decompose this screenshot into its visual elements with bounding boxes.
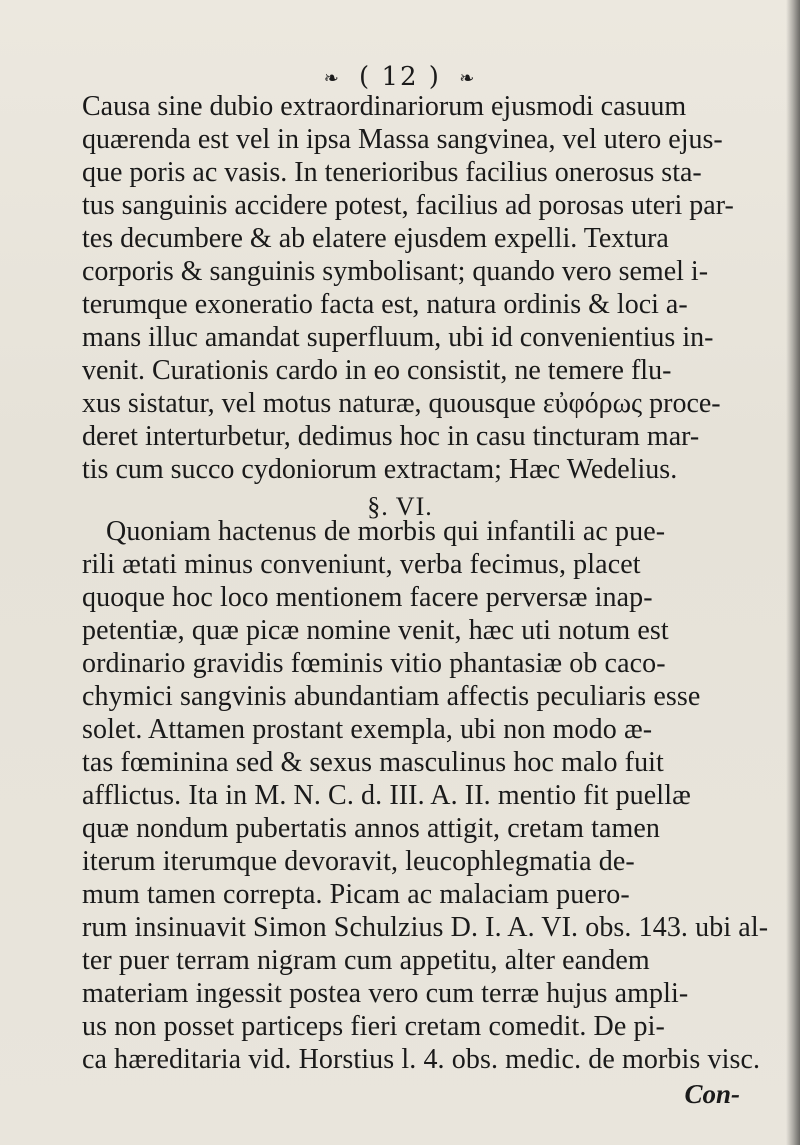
text-line: deret interturbetur, dedimus hoc in casu tincturam mar- bbox=[82, 421, 700, 452]
text-line: xus sistatur, vel motus naturæ, quousque εὐφόρως proce- bbox=[82, 388, 721, 419]
page-header bbox=[0, 62, 800, 92]
text-line: mum tamen correpta. Picam ac malaciam puero- bbox=[82, 879, 630, 910]
text-line: materiam ingessit postea vero cum terræ hujus ampli- bbox=[82, 978, 689, 1009]
text-line: solet. Attamen prostant exempla, ubi non modo æ- bbox=[82, 714, 653, 745]
text-line: rili ætati minus conveniunt, verba fecimus, placet bbox=[82, 549, 641, 580]
paragraph-2 bbox=[82, 515, 788, 1076]
text-line: Causa sine dubio extraordinariorum ejusmodi casuum bbox=[82, 91, 687, 122]
text-line: corporis & sanguinis symbolisant; quando vero semel i- bbox=[82, 256, 709, 287]
text-line: us non posset particeps fieri cretam comedit. De pi- bbox=[82, 1011, 665, 1042]
text-line: tus sanguinis accidere potest, facilius ad porosas uteri par- bbox=[82, 190, 734, 221]
text-line: ca hæreditaria vid. Horstius l. 4. obs. medic. de morbis visc. bbox=[82, 1044, 761, 1075]
left-ornament-icon: ❧ bbox=[323, 67, 341, 89]
text-line: que poris ac vasis. In tenerioribus facilius onerosus sta- bbox=[82, 157, 702, 188]
right-ornament-icon: ❧ bbox=[459, 67, 477, 89]
text-line: afflictus. Ita in M. N. C. d. III. A. II. mentio fit puellæ bbox=[82, 780, 691, 811]
page-edge-shadow bbox=[786, 0, 800, 1145]
text-line: tis cum succo cydoniorum extractam; Hæc Wedelius. bbox=[82, 454, 678, 485]
catchword: Con- bbox=[684, 1079, 740, 1109]
paragraph-1 bbox=[82, 90, 788, 486]
text-line: venit. Curationis cardo in eo consistit, ne temere flu- bbox=[82, 355, 672, 386]
page-number: ( 12 ) bbox=[359, 62, 441, 92]
section-heading: §. VI. bbox=[367, 492, 433, 521]
text-line: quæ nondum pubertatis annos attigit, cretam tamen bbox=[82, 813, 660, 844]
text-line: tes decumbere & ab elatere ejusdem expelli. Textura bbox=[82, 223, 669, 254]
text-line: chymici sangvinis abundantiam affectis peculiaris esse bbox=[82, 681, 701, 712]
text-line: ter puer terram nigram cum appetitu, alter eandem bbox=[82, 945, 650, 976]
text-line: rum insinuavit Simon Schulzius D. I. A. VI. obs. 143. ubi al- bbox=[82, 912, 769, 943]
text-line: mans illuc amandat superfluum, ubi id convenientius in- bbox=[82, 322, 714, 353]
text-line: quærenda est vel in ipsa Massa sangvinea, vel utero ejus- bbox=[82, 124, 723, 155]
text-line: ordinario gravidis fœminis vitio phantasiæ ob caco- bbox=[82, 648, 666, 679]
text-line: petentiæ, quæ picæ nomine venit, hæc uti notum est bbox=[82, 615, 669, 646]
text-line: terumque exoneratio facta est, natura ordinis & loci a- bbox=[82, 289, 688, 320]
text-line: quoque hoc loco mentionem facere perversæ inap- bbox=[82, 582, 653, 613]
text-line: Quoniam hactenus de morbis qui infantili ac pue- bbox=[106, 516, 666, 547]
text-line: iterum iterumque devoravit, leucophlegmatia de- bbox=[82, 846, 635, 877]
text-line: tas fœminina sed & sexus masculinus hoc malo fuit bbox=[82, 747, 664, 778]
